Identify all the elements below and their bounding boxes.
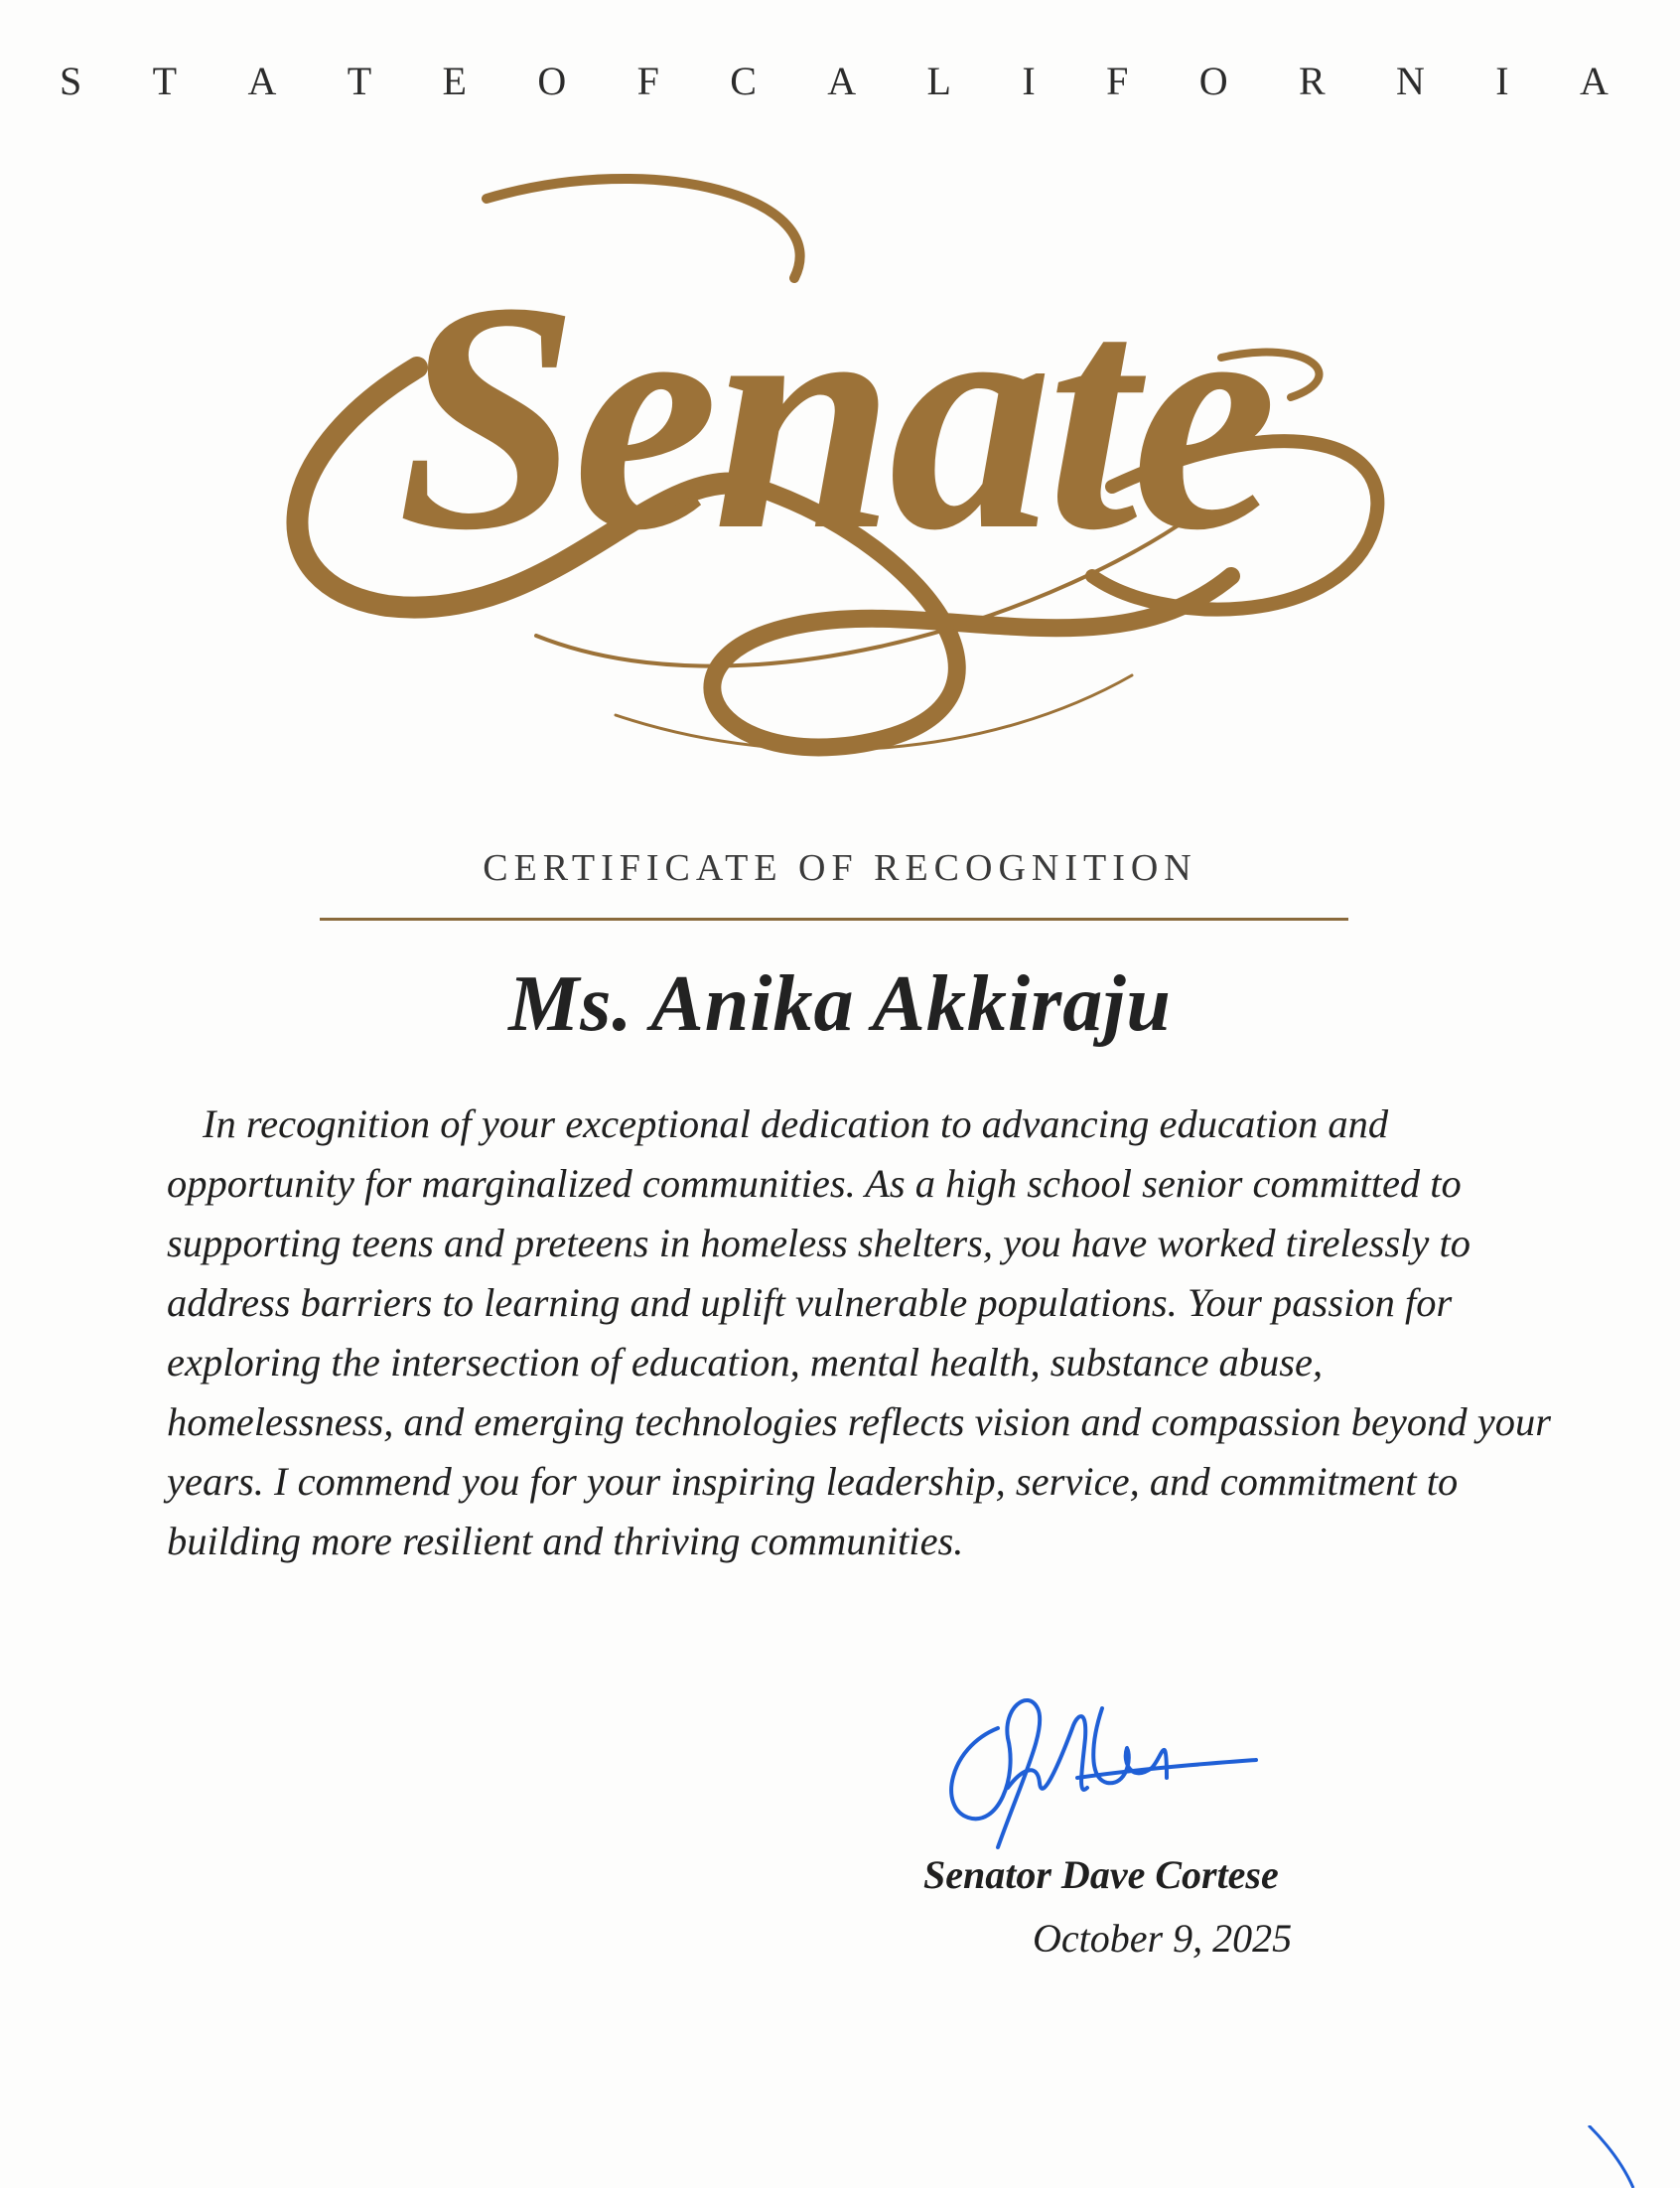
recipient-name: Ms. Anika Akkiraju: [508, 960, 1172, 1048]
title-divider: [320, 918, 1348, 921]
header-letter: R: [1298, 59, 1326, 103]
header-letter: O: [1198, 59, 1228, 103]
signature-date: October 9, 2025: [1033, 1916, 1293, 1961]
ink-stroke-mark: [1579, 2125, 1658, 2188]
header-letter: O: [537, 59, 567, 103]
header-letter: A: [827, 59, 857, 103]
header-letter: T: [152, 59, 178, 103]
header-letter: F: [636, 59, 659, 103]
header-letter: N: [1396, 59, 1425, 103]
signer-name: Senator Dave Cortese: [923, 1852, 1279, 1897]
state-of-california-header: [60, 58, 1609, 104]
header-letter: C: [730, 59, 757, 103]
header-letter: S: [60, 59, 82, 103]
header-letter: I: [1022, 59, 1036, 103]
header-letter: F: [1106, 59, 1129, 103]
signature: [928, 1669, 1266, 1857]
recognition-text: In recognition of your exceptional dedication to advancing education and opportunity for marginalized communities. As a high school senior committed to supporting teens and preteens in homeless shelters, you have worked tirelessly to address barriers to learning and uplift vulnerable populations. Your passion for exploring the intersection of education, mental health, substance abuse, homelessness, and emerging technologies reflects vision and compassion beyond your years. I commend you for your inspiring leadership, service, and commitment to building more resilient and thriving communities.: [167, 1101, 1552, 1563]
certificate-title: CERTIFICATE OF RECOGNITION: [483, 847, 1197, 889]
senate-logo: [238, 159, 1450, 795]
header-letter: A: [1579, 59, 1609, 103]
header-letter: I: [1495, 59, 1509, 103]
senate-wordmark: Senate: [396, 235, 1272, 598]
header-letter: L: [926, 59, 951, 103]
header-letter: E: [442, 59, 467, 103]
header-letter: A: [247, 59, 277, 103]
header-letter: T: [347, 59, 372, 103]
